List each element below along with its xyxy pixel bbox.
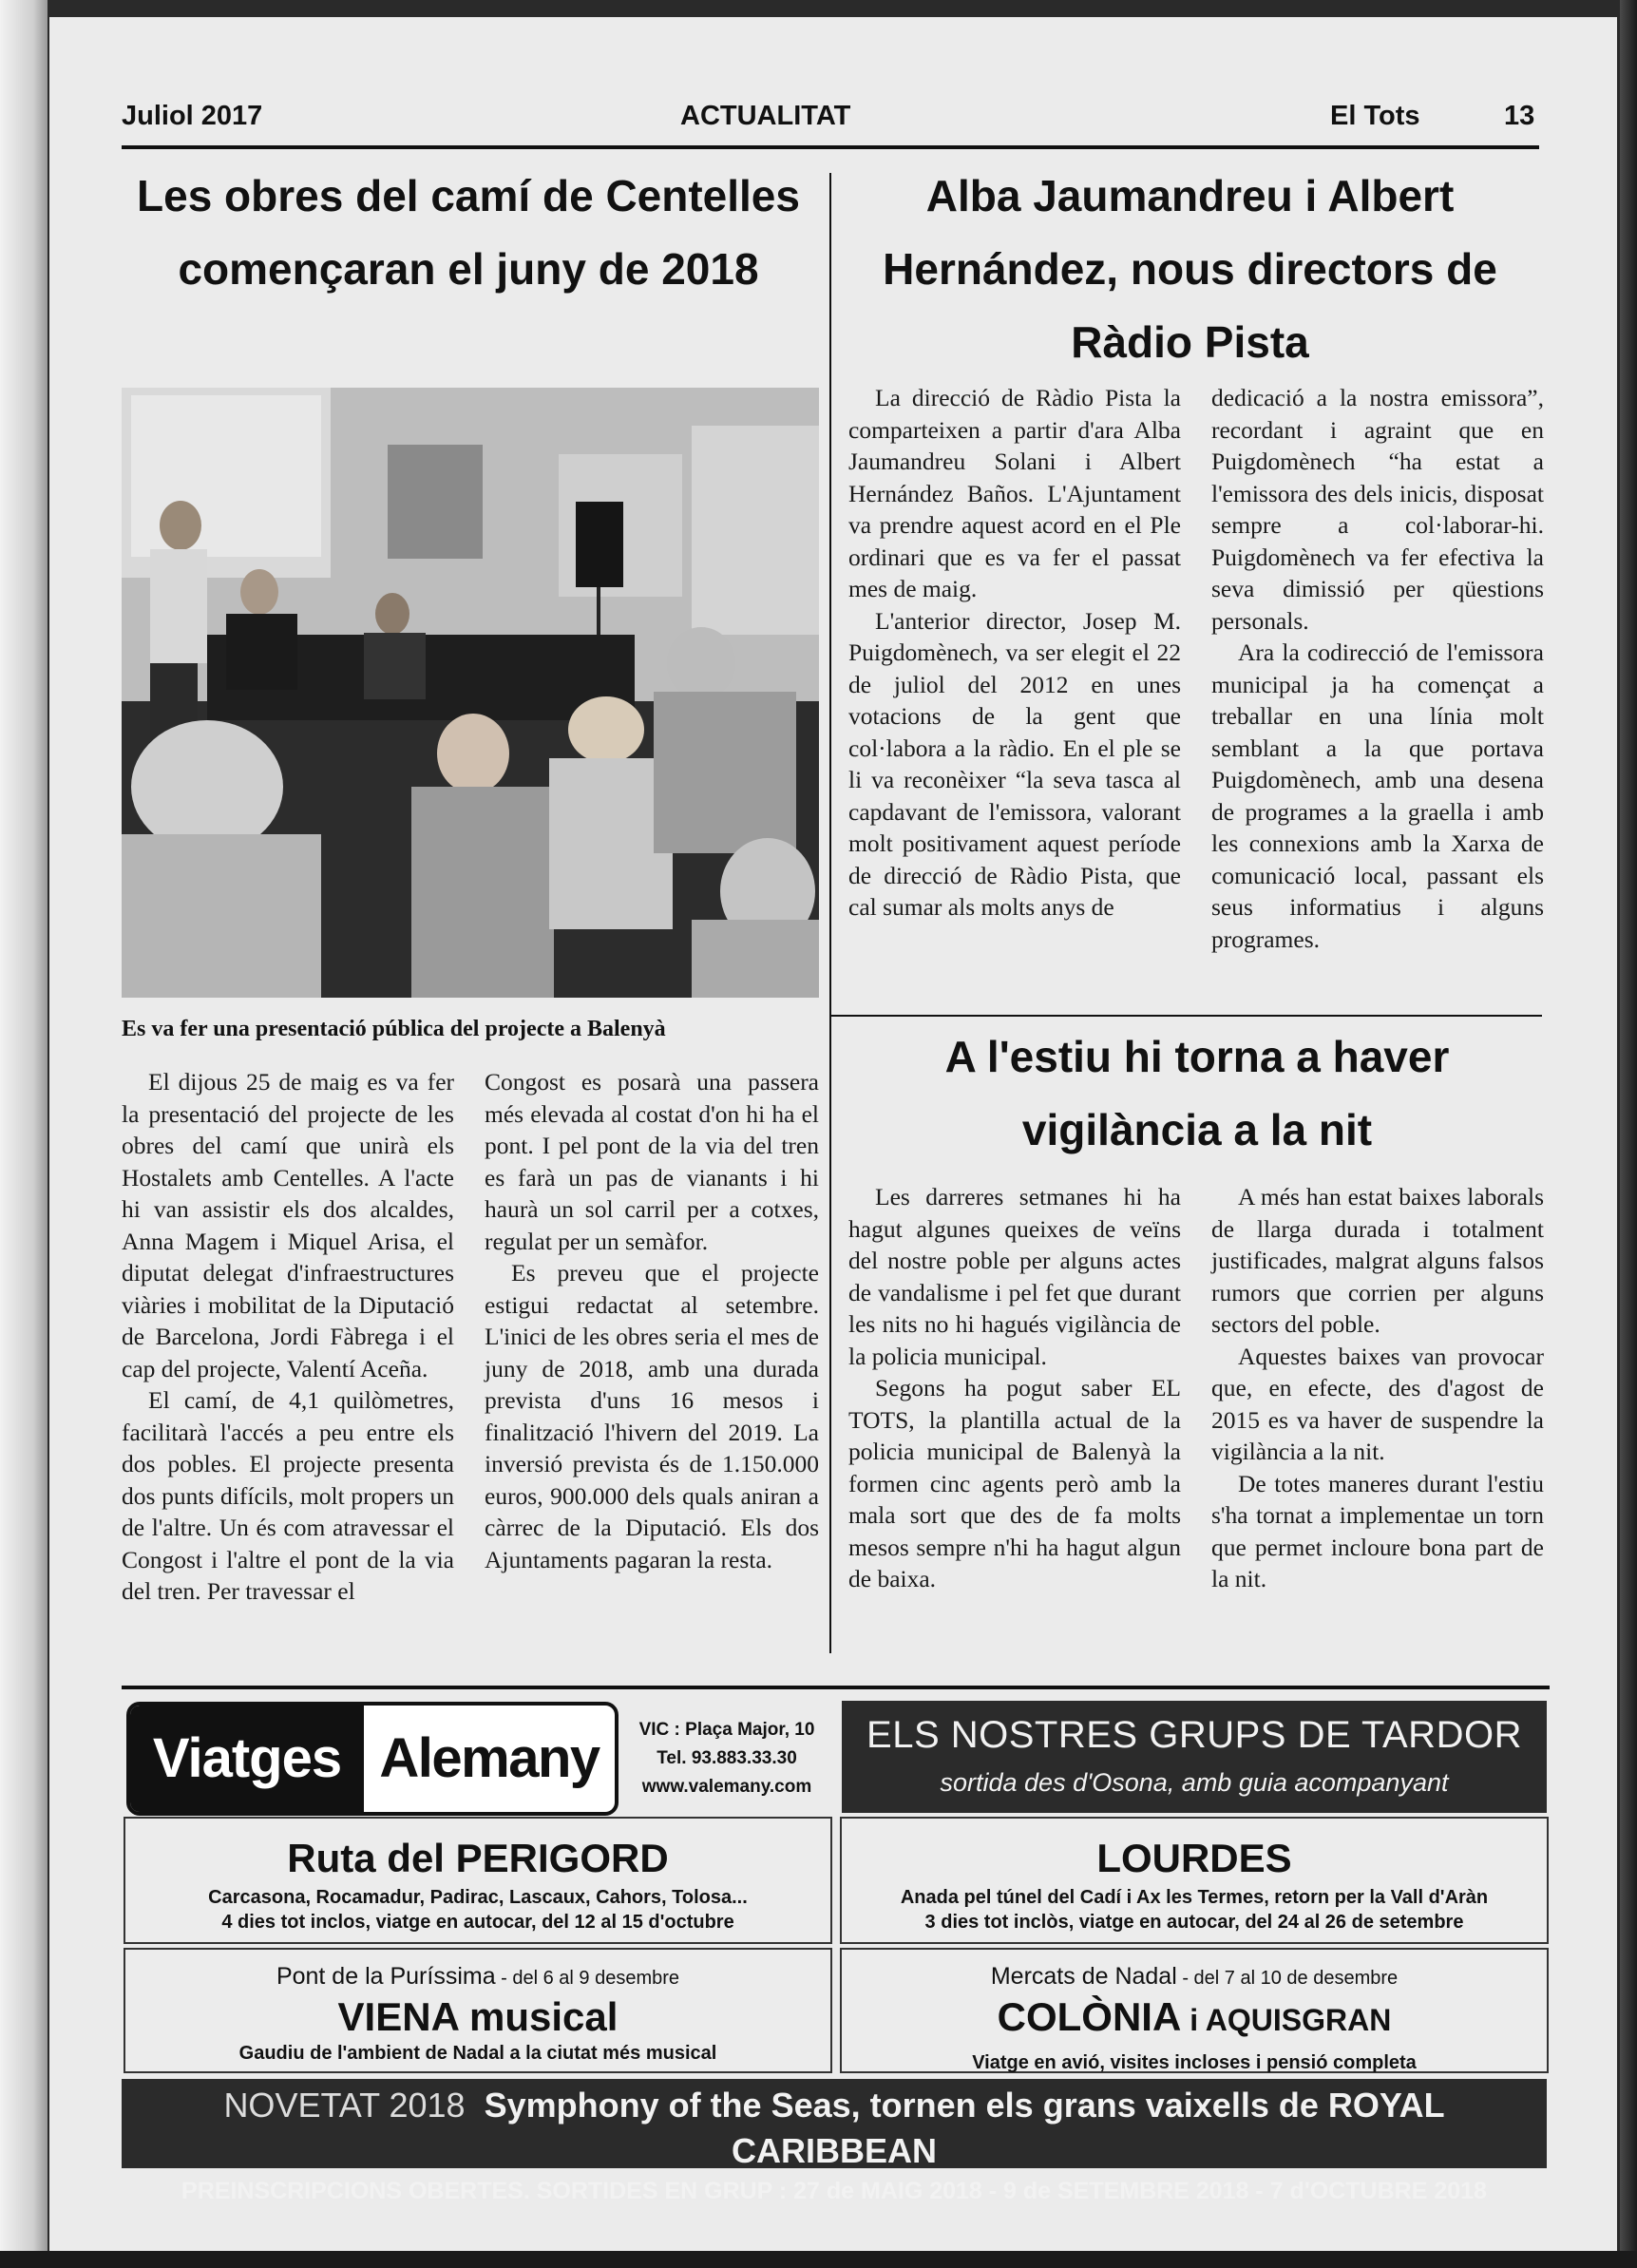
trip-card [840,1948,1549,2073]
trip-title: COLÒNIA [997,1994,1182,2039]
paragraph: L'anterior director, Josep M. Puigdomènech, va ser elegit el 22 de juliol del 2012 en unes votacions de la gent que col·labora a la ràdio. En el ple se li va reconèixer “la seva tasca al capdavant de l'emissora, valorant molt positivament aquest període de direcció de Ràdio Pista, que cal sumar als molts anys de [848,606,1181,921]
trip-details: 4 dies tot inclos, viatge en autocar, del 12 al 15 d'octubre [221,1912,734,1933]
agency-phone: Tel. 93.883.33.30 [657,1748,797,1768]
novetat-banner [122,2079,1547,2204]
paragraph: Segons ha pogut saber EL TOTS, la plantilla actual de la policia municipal de Balenyà la formen cinc agents però amb la mala sort que des de fa molts mesos sempre n'hi ha hagut algun de baixa. [848,1374,1181,1592]
agency-contact [622,1716,831,1801]
page-shadow-left [0,0,48,2268]
logo-word-viatges: Viatges [130,1706,364,1812]
article-1-column-2 [485,1066,819,1575]
trip-title: LOURDES [1096,1836,1292,1880]
trip-card [124,1817,832,1944]
ad-top-rule [122,1686,1550,1689]
trip-description: Anada pel túnel del Cadí i Ax les Termes, retorn per la Vall d'Aràn [900,1887,1489,1908]
article-divider [830,1015,1542,1017]
trip-occasion-name: Mercats de Nadal [990,1963,1177,1990]
trip-occasion-name: Pont de la Puríssima [276,1963,496,1990]
paragraph: De totes maneres durant l'estiu s'ha tornat a implementae un torn que permet incloure bona part de la nit. [1211,1469,1544,1592]
logo-word-alemany: Alemany [379,1727,600,1789]
banner-subtitle: sortida des d'Osona, amb guia acompanyant [940,1768,1449,1797]
trip-title: VIENA musical [337,1994,619,2039]
novetat-label: NOVETAT 2018 [223,2086,466,2125]
trip-title: Ruta del PERIGORD [287,1836,669,1880]
page-edge-right [1620,0,1637,2268]
novetat-headline [122,2083,1547,2174]
article-2-headline: Alba Jaumandreu i Albert Hernández, nous directors de Ràdio Pista [883,171,1497,367]
header-rule [122,145,1539,149]
trip-description: Carcasona, Rocamadur, Padirac, Lascaux, Cahors, Tolosa... [208,1887,748,1908]
viatges-alemany-logo [126,1702,619,1816]
paragraph: Les darreres setmanes hi ha hagut algunes queixes de veïns del nostre poble per alguns actes de vandalisme i pel fet que durant les nits no hi hagués vigilància de la policia municipal. [848,1183,1181,1370]
paragraph: dedicació a la nostra emissora”, recordant i agraint que en Puigdomènech “ha estat a l'emissora des dels inicis, disposat sempre a col·laborar-hi. Puigdomènech va fer efectiva la seva dimissió per qüestions personals. [1211,384,1544,635]
trip-description: Viatge en avió, visites incloses i pensió completa [972,2052,1417,2073]
novetat-text: tornen els grans vaixells de ROYAL CARIBBEAN [732,2086,1445,2170]
agency-website: www.valemany.com [641,1777,812,1797]
article-3-headline: A l'estiu hi torna a haver vigilància a la nit [944,1032,1450,1154]
issue-date: Juliol 2017 [122,101,263,131]
trip-occasion [842,1961,1547,1993]
article-3-column-2 [1211,1181,1544,1595]
trip-card [840,1817,1549,1944]
paragraph: Aquestes baixes van provocar que, en efecte, des d'agost de 2015 es va haver de suspendre la vigilància a la nit. [1211,1342,1544,1465]
paragraph: La direcció de Ràdio Pista la comparteixen a partir d'ara Alba Jaumandreu Solani i Albert Hernández Baños. L'Ajuntament va prendre aquest acord en el Ple ordinari que es va fer el passat mes de maig. [848,384,1181,602]
publication-name: El Tots [1330,101,1420,131]
trip-dates: - del 7 al 10 de desembre [1176,1968,1399,1989]
article-2-column-1 [848,382,1181,924]
trip-title-suffix: i AQUISGRAN [1181,2003,1392,2037]
trip-occasion [125,1961,830,1993]
trip-details: 3 dies tot inclòs, viatge en autocar, del 24 al 26 de setembre [924,1912,1464,1933]
trip-description: Gaudiu de l'ambient de Nadal a la ciutat més musical [238,2043,717,2064]
agency-address: VIC : Plaça Major, 10 [638,1720,815,1740]
paragraph: El camí, de 4,1 quilòmetres, facilitarà l'accés a peu entre els dos pobles. El projecte presenta dos punts difícils, molt propers un de l'altre. Un és com atravessar el Congost i l'altre el pont de la via del tren. Per travessar el [122,1386,454,1605]
article-1-headline: Les obres del camí de Centelles començaran el juny de 2018 [137,171,800,294]
trip-title-line [842,1993,1547,2050]
trip-card [124,1948,832,2073]
article-1-photo [122,388,819,998]
preinscriptions-info: PREINSCRIPCIONS OBERTES. SORTIDES EN GRUP : 27 de MAIG 2018 - 9 de SETEMBRE 2018 - 7 d'OCTUBRE 2018 [181,2178,1487,2204]
paragraph: Congost es posarà una passera més elevada al costat d'on hi ha el pont. I pel pont de la via del tren es farà un pas de vianants i hi haurà un sol carril per a cotxes, regulat per un semàfor. [485,1068,819,1255]
banner-title: ELS NOSTRES GRUPS DE TARDOR [866,1714,1522,1756]
paragraph: Ara la codirecció de l'emissora municipal ja ha començat a treballar en una línia molt semblant a la que portava Puigdomènech, amb una desena de programes a la graella i amb les connexions amb la Xarxa de comunicació local, passant els seus informatius i alguns programes. [1211,638,1544,953]
trip-dates: - del 6 al 9 desembre [495,1968,680,1989]
column-divider [829,173,831,1653]
paragraph: Es preveu que el projecte estigui redactat al setembre. L'inici de les obres seria el mes de juny de 2018, amb una durada prevista d'uns 16 mesos i finalització l'hivern del 2019. La inversió prevista és de 1.150.000 euros, 900.000 dels quals aniran a càrrec de la Diputació. Els dos Ajuntaments pagaran la resta. [485,1259,819,1573]
paragraph: El dijous 25 de maig es va fer la presentació del projecte de les obres del camí que unirà els Hostalets amb Centelles. A l'acte hi van assistir els dos alcaldes, Anna Magem i Miquel Arisa, el diputat delegat d'infraestructures viàries i mobilitat de la Diputació de Barcelona, Jordi Fàbrega i el cap del projecte, Valentí Aceña. [122,1068,454,1382]
cruise-ship-name: Symphony of the Seas, [484,2086,861,2125]
article-2-column-2 [1211,382,1544,955]
paragraph: A més han estat baixes laborals de llarga durada i totalment justificades, malgrat alguns falsos rumors que corrien per alguns sectors del poble. [1211,1183,1544,1338]
article-1-column-1 [122,1066,454,1608]
article-3-column-1 [848,1181,1181,1595]
autumn-groups-banner [842,1701,1547,1813]
section-title: ACTUALITAT [680,101,851,131]
article-1-caption: Es va fer una presentació pública del projecte a Balenyà [122,1017,666,1041]
page-number: 13 [1504,101,1535,131]
page-edge-bottom [0,2251,1637,2268]
presentation-photo-illustration [122,388,819,998]
